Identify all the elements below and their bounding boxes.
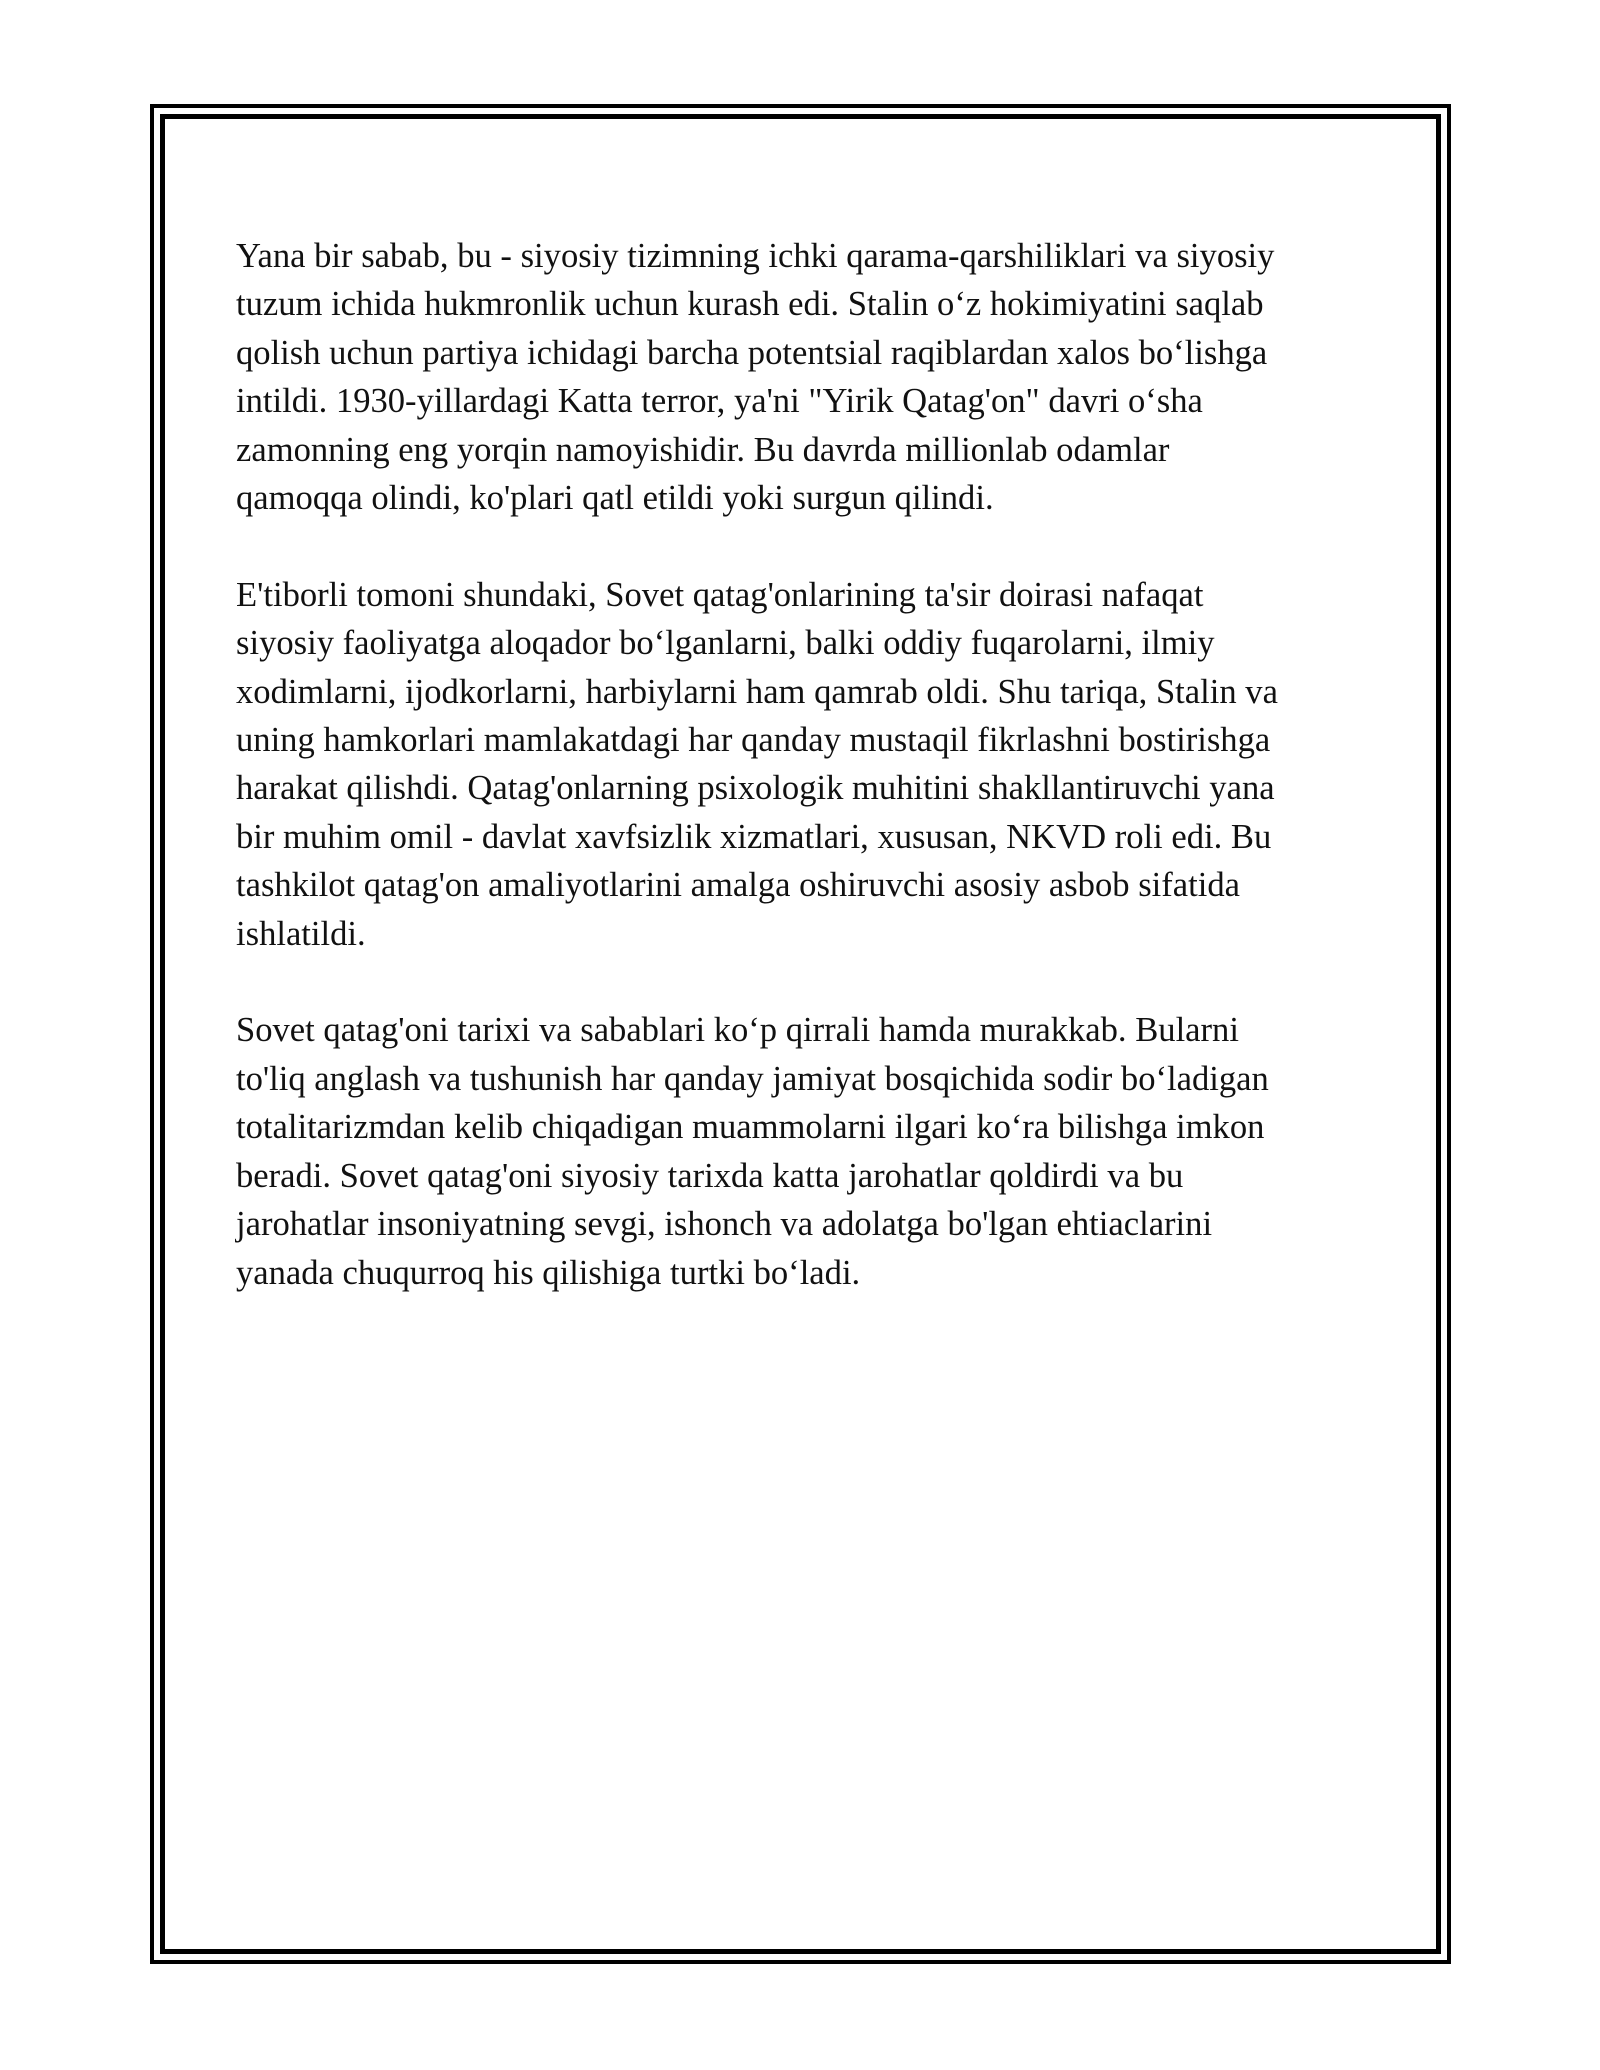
paragraph-1: Yana bir sabab, bu - siyosiy tizimning ichki qarama-qarshiliklari va siyosiy tuzum ichida hukmronlik uchun kurash edi. Stalin o‘z hokimiyatini saqlab qolish uchun partiya ichidagi barcha potentsial raqiblardan xalos bo‘lishga intildi. 1930-yillardagi Katta terror, ya'ni "Yirik Qatag'on" davri o‘sha zamonning eng yorqin namoyishidir. Bu davrda millionlab odamlar qamoqqa olindi, ko'plari qatl etildi yoki surgun qilindi. xyxy=(236,237,1275,518)
paragraph-2: E'tiborli tomoni shundaki, Sovet qatag'onlarining ta'sir doirasi nafaqat siyosiy faoliyatga aloqador bo‘lganlarni, balki oddiy fuqarolarni, ilmiy xodimlarni, ijodkorlarni, harbiylarni ham qamrab oldi. Shu tariqa, Stalin va uning hamkorlari mamlakatdagi har qanday mustaqil fikrlashni bostirishga harakat qilishdi. Qatag'onlarning psixologik muhitini shakllantiruvchi yana bir muhim omil - davlat xavfsizlik xizmatlari, xususan, NKVD roli edi. Bu tashkilot qatag'on amaliyotlarini amalga oshiruvchi asosiy asbob sifatida ishlatildi. xyxy=(236,575,1278,953)
document-body xyxy=(236,232,1366,1345)
paragraph-3: Sovet qatag'oni tarixi va sabablari ko‘p qirrali hamda murakkab. Bularni to'liq anglash va tushunish har qanday jamiyat bosqichida sodir bo‘ladigan totalitarizmdan kelib chiqadigan muammolarni ilgari ko‘ra bilishga imkon beradi. Sovet qatag'oni siyosiy tarixda katta jarohatlar qoldirdi va bu jarohatlar insoniyatning sevgi, ishonch va adolatga bo'lgan ehtiaclarini yanada chuqurroq his qilishiga turtki bo‘ladi. xyxy=(236,1011,1269,1292)
